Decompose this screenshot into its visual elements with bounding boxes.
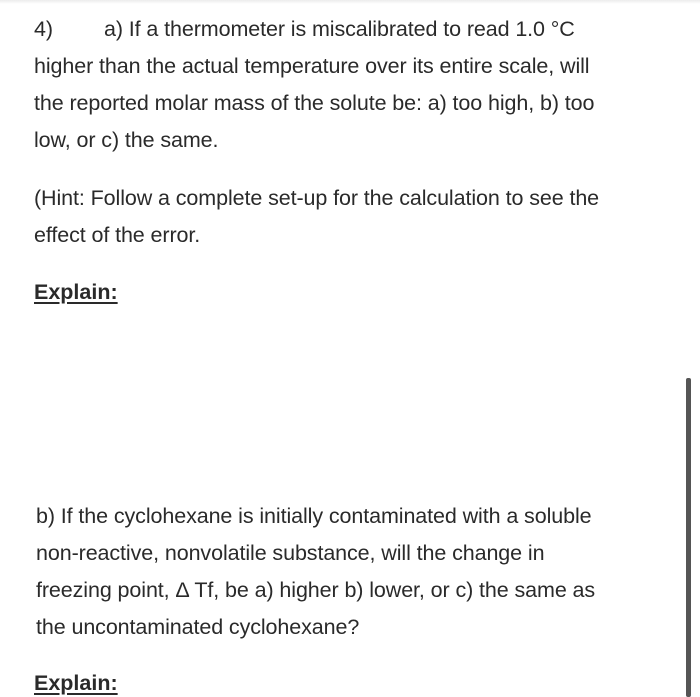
question-part-a [34, 11, 684, 159]
question-line: low, or c) the same. [34, 128, 219, 152]
question-line: freezing point, Δ Tf, be a) higher b) lower, or c) the same as [36, 578, 596, 602]
question-line: b) If the cyclohexane is initially contaminated with a soluble [36, 504, 592, 528]
question-line: higher than the actual temperature over its entire scale, will [34, 54, 590, 78]
question-number: 4) [34, 17, 53, 41]
question-line: 4) a) If a thermometer is miscalibrated to read 1.0 °C [34, 11, 684, 48]
question-line: the uncontaminated cyclohexane? [36, 615, 360, 639]
question-part-b [36, 498, 686, 646]
explain-label-a: Explain: [34, 280, 118, 304]
hint-line: (Hint: Follow a complete set-up for the calculation to see the [34, 186, 600, 210]
explain-label-b: Explain: [34, 671, 118, 695]
question-line: non-reactive, nonvolatile substance, will the change in [36, 541, 545, 565]
top-divider [0, 0, 700, 4]
hint-text [34, 180, 684, 254]
hint-line: effect of the error. [34, 223, 201, 247]
scrollbar-thumb[interactable] [686, 378, 691, 697]
question-line: the reported molar mass of the solute be: a) too high, b) too [34, 91, 595, 115]
